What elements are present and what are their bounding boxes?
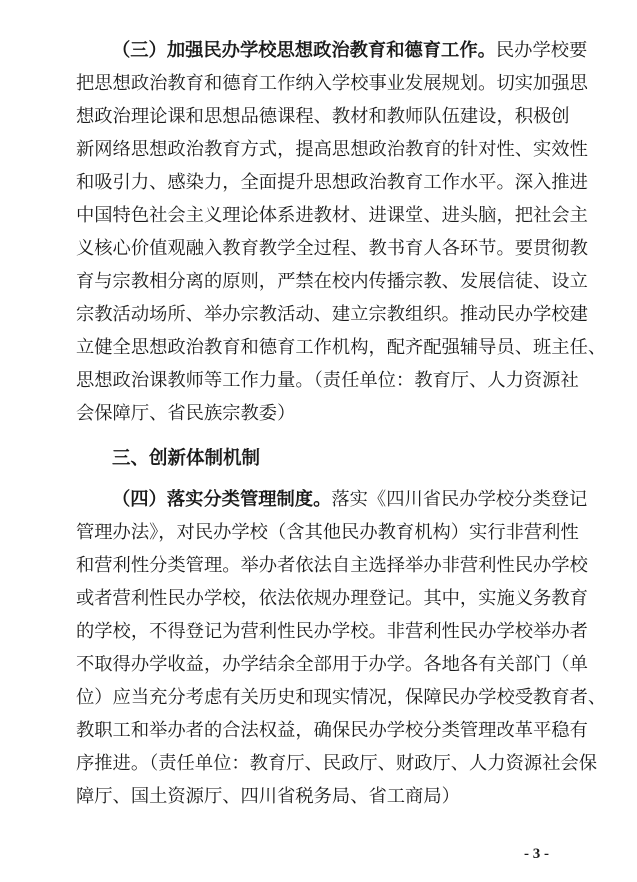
section3-line: 会保障厅、省民族宗教委）: [76, 403, 296, 424]
section4-line: 教职工和举办者的合法权益，确保民办学校分类管理改革平稳有: [76, 720, 588, 741]
section3-line: 中国特色社会主义理论体系进教材、进课堂、进头脑，把社会主: [76, 205, 588, 226]
section3-line: 把思想政治教育和德育工作纳入学校事业发展规划。切实加强思: [76, 73, 588, 94]
section3-line: 思想政治课教师等工作力量。（责任单位：教育厅、人力资源社: [76, 370, 579, 391]
section3-line: 立健全思想政治教育和德育工作机构，配齐配强辅导员、班主任、: [76, 337, 607, 358]
page-number: - 3 -: [524, 846, 549, 862]
section4-line: 障厅、国土资源厅、四川省税务局、省工商局）: [76, 786, 460, 807]
section4-title: （四）落实分类管理制度。: [112, 489, 332, 510]
section4-line1-rest: 落实《四川省民办学校分类登记: [331, 489, 588, 510]
section3-line: 义核心价值观融入教育教学全过程、教书育人各环节。要贯彻教: [76, 238, 588, 259]
section3-line: 新网络思想政治教育方式，提高思想政治教育的针对性、实效性: [76, 139, 588, 160]
section3-line1-rest: 民办学校要: [495, 40, 588, 61]
section3-first-line: [76, 34, 588, 67]
section4-line: 管理办法》，对民办学校（含其他民办教育机构）实行非营利性: [76, 522, 579, 543]
section4-line: 序推进。（责任单位：教育厅、民政厅、财政厅、人力资源社会保: [76, 753, 598, 774]
section3-title: （三）加强民办学校思想政治教育和德育工作。: [112, 40, 496, 61]
section4-line: 的学校，不得登记为营利性民办学校。非营利性民办学校举办者: [76, 621, 588, 642]
section3-line: 想政治理论课和思想品德课程、教材和教师队伍建设，积极创: [76, 106, 570, 127]
section4-line: 不取得办学收益，办学结余全部用于办学。各地各有关部门（单: [76, 654, 588, 675]
section4-line: 或者营利性民办学校，依法依规办理登记。其中，实施义务教育: [76, 588, 588, 609]
section3-line: 宗教活动场所、举办宗教活动、建立宗教组织。推动民办学校建: [76, 304, 588, 325]
part3-heading: 三、创新体制机制: [112, 448, 261, 469]
section4-line: 和营利性分类管理。举办者依法自主选择举办非营利性民办学校: [76, 555, 588, 576]
section4-first-line: [76, 483, 588, 516]
section3-line: 育与宗教相分离的原则，严禁在校内传播宗教、发展信徒、设立: [76, 271, 588, 292]
section4-line: 位）应当充分考虑有关历史和现实情况，保障民办学校受教育者、: [76, 687, 607, 708]
section3-line: 和吸引力、感染力，全面提升思想政治教育工作水平。深入推进: [76, 172, 588, 193]
